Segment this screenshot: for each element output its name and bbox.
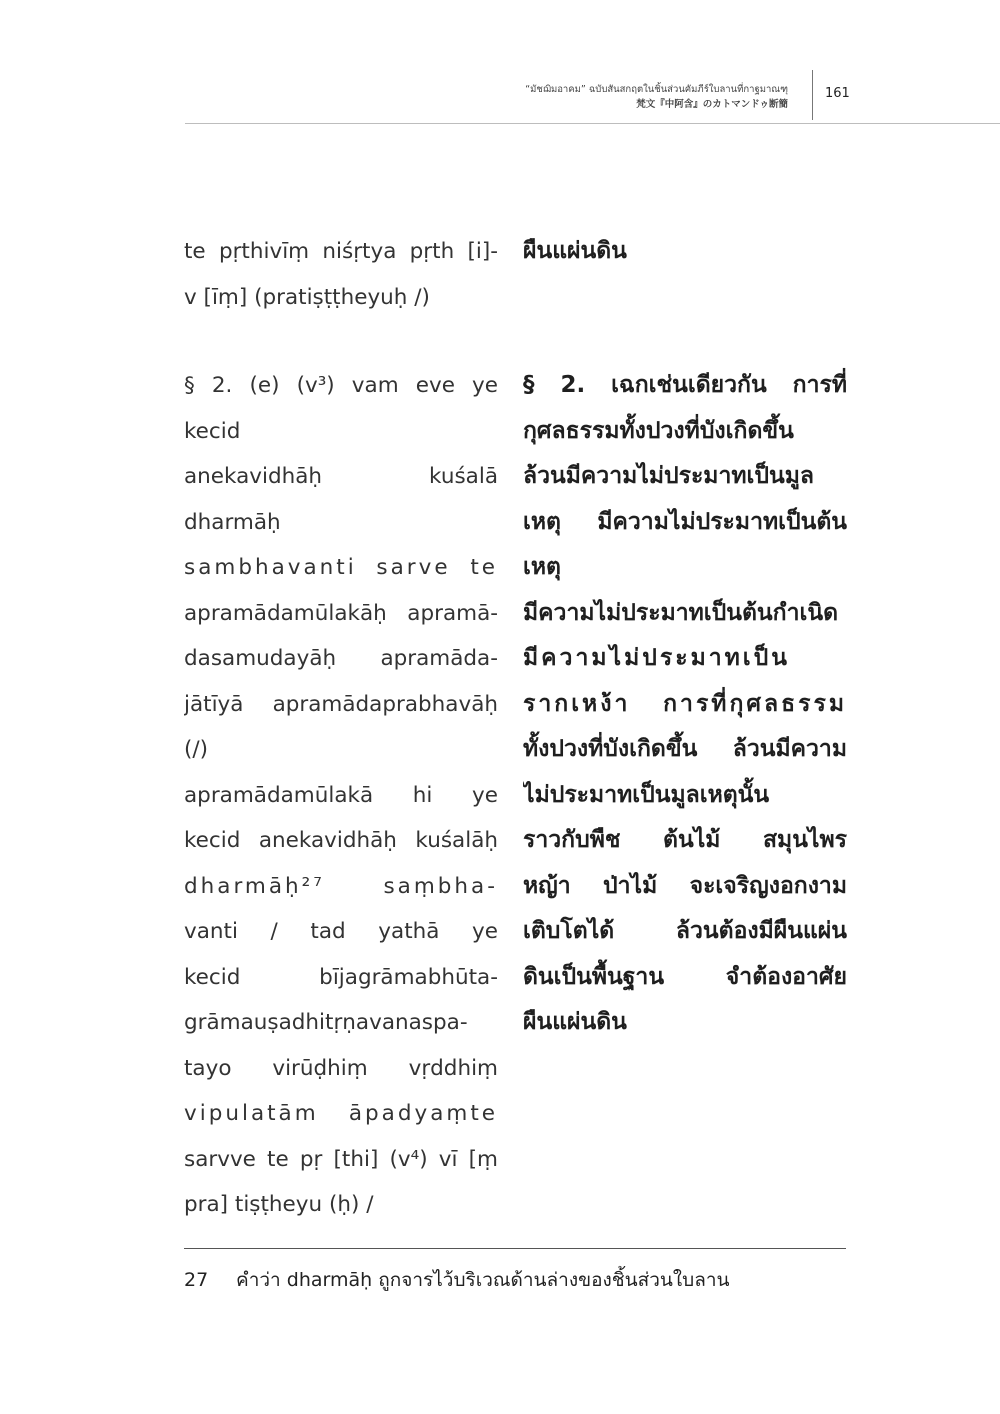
- thai-line: มีความไม่ประมาทเป็น: [523, 645, 790, 671]
- running-header: [525, 82, 788, 112]
- sanskrit-line: pra] tiṣṭheyu (ḥ) /: [184, 1192, 374, 1217]
- thai-line: กุศลธรรมทั้งปวงที่บังเกิดขึ้น: [523, 417, 794, 444]
- thai-line: ราวกับพืช ต้นไม้ สมุนไพร: [523, 827, 847, 853]
- sanskrit-block-2: [184, 363, 498, 1228]
- sanskrit-line: kecid bījagrāmabhūta-: [184, 964, 498, 990]
- thai-line: ผืนแผ่นดิน: [523, 1009, 627, 1035]
- thai-line: ผืนแผ่นดิน: [523, 238, 627, 264]
- thai-line: หญ้า ป่าไม้ จะเจริญงอกงาม: [523, 872, 847, 899]
- thai-line: ดินเป็นพื้นฐาน จำต้องอาศัย: [523, 963, 847, 990]
- thai-line: มีความไม่ประมาทเป็นต้นกำเนิด: [523, 599, 839, 626]
- sanskrit-line: sarvve te pṛ [thi] (v⁴) vī [ṃ: [184, 1146, 498, 1172]
- thai-block-2: [523, 363, 847, 1046]
- running-header-japanese: 梵文『中阿含』のカトマンドゥ断簡: [636, 99, 788, 110]
- sanskrit-line: v [īṃ] (pratiṣṭṭheyuḥ /): [184, 284, 430, 310]
- footnote-number: 27: [184, 1269, 209, 1291]
- sanskrit-line: vipulatām āpadyaṃte: [184, 1101, 498, 1126]
- header-rule: [185, 123, 1000, 124]
- sanskrit-line: dharmāḥ²⁷ saṃbha-: [184, 873, 498, 899]
- sanskrit-line: kecid anekavidhāḥ kuśalāḥ: [184, 828, 498, 853]
- thai-line: § 2. เฉกเช่นเดียวกัน การที่: [523, 372, 847, 398]
- thai-line: ไม่ประมาทเป็นมูลเหตุนั้น: [523, 781, 770, 808]
- header-separator: [812, 70, 813, 120]
- sanskrit-block-1: [184, 229, 498, 320]
- sanskrit-line: te pṛthivīṃ niśṛtya pṛth [i]-: [184, 239, 498, 264]
- footnote-text: คำว่า dharmāḥ ถูกจารไว้บริเวณด้านล่างของชิ้นส่วนใบลาน: [236, 1269, 730, 1291]
- thai-line: เติบโตได้ ล้วนต้องมีผืนแผ่น: [523, 918, 847, 944]
- thai-line: ล้วนมีความไม่ประมาทเป็นมูล: [523, 463, 814, 489]
- sanskrit-line: apramādamūlakā hi ye: [184, 782, 498, 808]
- thai-line: รากเหง้า การที่กุศลธรรม: [523, 690, 847, 717]
- sanskrit-line: jātīyā apramādaprabhavāḥ (/): [184, 691, 498, 762]
- thai-line: ทั้งปวงที่บังเกิดขึ้น ล้วนมีความ: [523, 736, 847, 762]
- footnote-rule: [184, 1248, 846, 1249]
- sanskrit-line: dasamudayāḥ apramāda-: [184, 646, 498, 671]
- sanskrit-line: vanti / tad yathā ye: [184, 919, 498, 944]
- sanskrit-line: apramādamūlakāḥ apramā-: [184, 600, 498, 626]
- page-number: 161: [825, 86, 850, 101]
- thai-line: เหตุ มีความไม่ประมาทเป็นต้นเหตุ: [523, 508, 847, 580]
- thai-block-1: [523, 229, 847, 275]
- footnote: [184, 1265, 730, 1295]
- sanskrit-line: grāmauṣadhitṛṇavanaspa-: [184, 1010, 468, 1035]
- sanskrit-line: sambhavanti sarve te: [184, 555, 498, 580]
- sanskrit-line: anekavidhāḥ kuśalā dharmāḥ: [184, 464, 498, 535]
- sanskrit-line: § 2. (e) (v³) vam eve ye kecid: [184, 373, 498, 444]
- sanskrit-line: tayo virūḍhiṃ vṛddhiṃ: [184, 1055, 498, 1081]
- running-header-thai: “มัชฌิมอาคม” ฉบับสันสกฤตในชิ้นส่วนคัมภีร์ใบลานที่กาฐมาณฑุ: [525, 84, 788, 95]
